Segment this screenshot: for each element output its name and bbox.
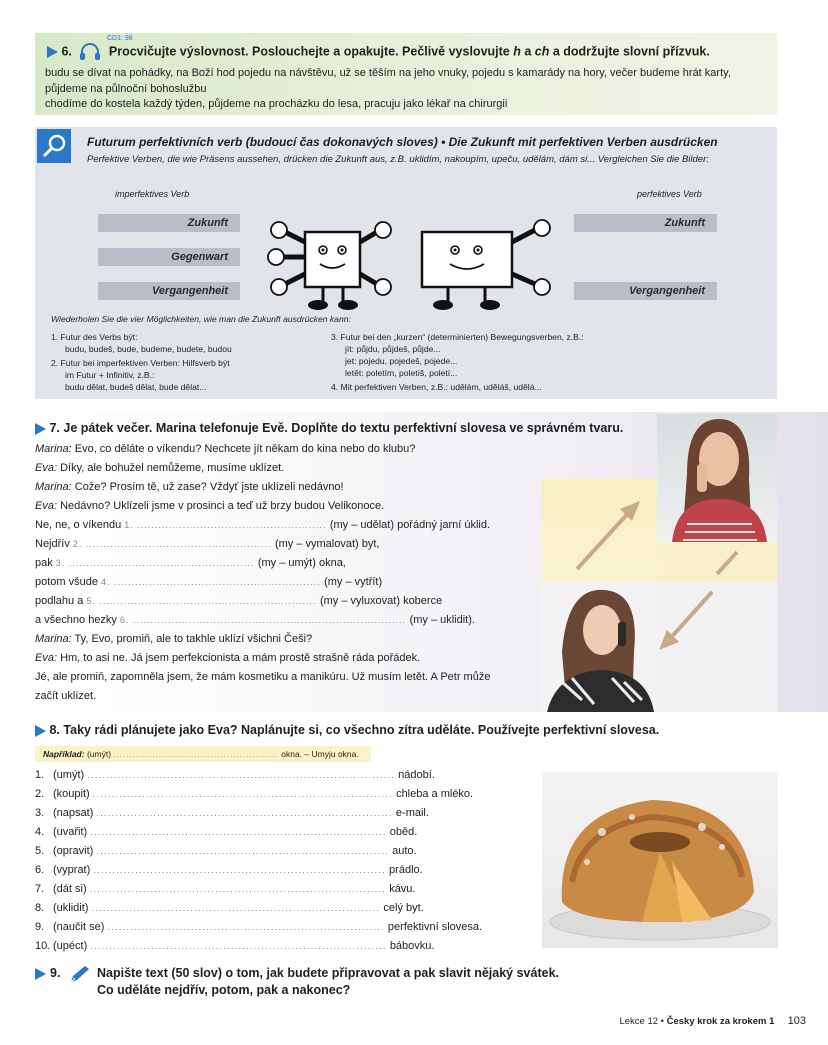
answer-blank[interactable]: ...................................................... — [133, 520, 330, 530]
answer-blank[interactable]: ......................................................................... — [107, 922, 385, 932]
answer-blank[interactable]: ............................................................................. — [93, 865, 386, 875]
page-footer — [619, 1015, 806, 1027]
point-2-heading: 2. Futur bei imperfektiven Verben: Hilfsverb být — [51, 358, 230, 368]
dialogue-line: Jé, ale promiň, zapomněla jsem, že mám kosmetiku a manikúru. Už musím letět. A Petr může — [35, 671, 491, 683]
answer-blank[interactable]: .............................................................................. — [90, 827, 387, 837]
dialogue-line: Marina: Evo, co děláte o víkendu? Nechcete jít někam do kina nebo do klubu? — [35, 443, 416, 455]
bar-future-right: Zukunft — [574, 214, 717, 232]
pronunciation-line-3: chodíme do kostela každý týden, půjdeme na procházku do lesa, pracuju jako lékař na chirurgii — [45, 98, 508, 110]
list-item: 5. (opravit) ............................................................................. auto. — [35, 845, 417, 857]
exercise-9-line-1: Napište text (50 slov) o tom, jak budete připravovat a pak slavit nějaký svátek. — [97, 966, 559, 980]
list-item: 6. (vyprat) ............................................................................. prádlo. — [35, 864, 423, 876]
exercise-7-heading — [35, 421, 623, 435]
list-item: 9. (naučit se) ......................................................................... perfektivní slovesa. — [35, 921, 483, 933]
list-item: 2. (koupit) ............................................................................... chleba a mléko. — [35, 788, 474, 800]
headphones-icon — [79, 43, 101, 61]
dialogue-line: Marina: Ty, Evo, promiň, ale to takhle uklízí všichni Češi? — [35, 633, 313, 645]
point-3-jet: jet: pojedu, pojedeš, pojede... — [345, 356, 458, 366]
page-number: 103 — [787, 1015, 806, 1027]
pen-icon — [69, 964, 91, 984]
perfective-label: perfektives Verb — [637, 189, 702, 199]
exercise-arrow-icon — [35, 423, 46, 435]
pronunciation-line-2: půjdeme na půlnoční bohoslužbu — [45, 83, 207, 95]
exercise-9-line-2: Co uděláte nejdřív, potom, pak a nakonec? — [97, 983, 351, 997]
point-3-letet: letět: poletím, poletíš, poletí... — [345, 368, 458, 378]
exercise-number: 6. — [61, 44, 72, 59]
point-2-heading-cont: im Futur + Infinitiv, z.B.: — [65, 370, 155, 380]
exercise-number: 9. — [50, 966, 61, 980]
photo-marina — [657, 414, 777, 542]
gap-number: 5. — [86, 596, 96, 606]
answer-blank[interactable]: ..................................................... — [65, 558, 258, 568]
list-item: 8. (uklidit) ............................................................................ celý byt. — [35, 902, 424, 914]
grammar-box — [35, 127, 777, 399]
list-item: 10. (upéct) .............................................................................. bábovku. — [35, 940, 435, 952]
answer-blank[interactable]: .............................................................................. — [89, 884, 387, 894]
answer-blank[interactable]: ........................................................... — [110, 577, 325, 587]
book-title: Česky krok za krokem 1 — [666, 1016, 775, 1027]
point-1-forms: budu, budeš, bude, budeme, budete, budou — [65, 344, 232, 354]
example-label: Například: — [43, 749, 85, 759]
cartoon-imperfective-figure — [265, 212, 400, 312]
bar-past-right: Vergangenheit — [574, 282, 717, 300]
point-4-heading: 4. Mit perfektiven Verben, z.B.: udělám, uděláš, udělá... — [331, 382, 542, 392]
bar-future-left: Zukunft — [98, 214, 240, 232]
point-3-heading: 3. Futur bei den „kurzen“ (determinierten) Bewegungsverben, z.B.: — [331, 332, 584, 342]
magnifier-icon — [37, 129, 71, 163]
lesson-label: Lekce 12 • — [619, 1016, 667, 1027]
list-item: 4. (uvařit) .............................................................................. oběd. — [35, 826, 418, 838]
exercise-7-box — [35, 412, 828, 712]
cd-track-label: CD1: 98 — [107, 35, 133, 42]
answer-blank[interactable]: ............................................................................ — [91, 903, 381, 913]
gap-number: 3. — [55, 558, 66, 568]
gap-number: 4. — [101, 577, 111, 587]
exercise-arrow-icon — [47, 46, 58, 58]
gap-number: 2. — [72, 539, 83, 549]
gap-number: 6. — [120, 615, 130, 625]
exercise-6-heading — [47, 43, 710, 61]
gap-number: 1. — [124, 520, 134, 530]
bar-past-left: Vergangenheit — [98, 282, 240, 300]
arrow-panel-right — [657, 542, 777, 582]
imperfective-label: imperfektives Verb — [115, 189, 190, 199]
dialogue-line: začít uklízet. — [35, 690, 97, 702]
list-item: 7. (dát si) .............................................................................. kávu. — [35, 883, 416, 895]
gap-line-3: pak 3. ..................................................... (my – umýt) okna, — [35, 557, 346, 569]
exercise-9 — [35, 966, 735, 1006]
photo-eva — [542, 582, 657, 712]
dialogue-line: Marina: Cože? Prosím tě, už zase? Vždyť jste uklízeli nedávno! — [35, 481, 344, 493]
answer-blank[interactable]: .............................................................................. — [90, 941, 387, 951]
grammar-subtitle: Perfektive Verben, die wie Präsens aussehen, drücken die Zukunft aus, z.B. uklidím, nakoupím, upeču, udělám, dám si... Vergleichen Sie die Bilder: — [87, 154, 709, 165]
list-item: 1. (umýt) ................................................................................. nádobí. — [35, 769, 435, 781]
bar-present-left: Gegenwart — [98, 248, 240, 266]
dialogue-line: Eva: Díky, ale bohužel nemůžeme, musíme uklízet. — [35, 462, 285, 474]
gap-line-4: potom všude 4. ........................................................... (my – vytřít) — [35, 576, 383, 588]
answer-blank[interactable]: ............................................................................. — [96, 846, 390, 856]
answer-blank[interactable]: ............................................................................... — [92, 789, 393, 799]
repeat-instruction: Wiederholen Sie die vier Möglichkeiten, wie man die Zukunft ausdrücken kann: — [51, 314, 351, 324]
gap-line-1: Ne, ne, o víkendu 1. ...................................................... (my – udělat) pořádný jarní úklid. — [35, 519, 491, 531]
point-3-jit: jít: půjdu, půjdeš, půjde... — [345, 344, 441, 354]
point-2-forms: budu dělat, budeš dělat, bude dělat... — [65, 382, 207, 392]
cartoon-perfective-figure — [410, 212, 560, 312]
gap-line-2: Nejdřív 2. ..................................................... (my – vymalovat) byt, — [35, 538, 380, 550]
dialogue-line: Eva: Hm, to asi ne. Já jsem perfekcionista a mám prostě strašně ráda pořádek. — [35, 652, 421, 664]
answer-blank[interactable]: ..................................................... — [82, 539, 275, 549]
answer-blank[interactable]: ................................................................................. — [87, 770, 396, 780]
dialogue-line: Eva: Nedávno? Uklízeli jsme v prosinci a teď už brzy budou Velikonoce. — [35, 500, 385, 512]
answer-blank[interactable]: .............................................................. — [95, 596, 320, 606]
exercise-arrow-icon — [35, 968, 46, 980]
example-box: Například: (umýt) ................................................... okna. – Umyju okna. — [35, 746, 371, 762]
grammar-title: Futurum perfektivních verb (budoucí čas dokonavých sloves) • Die Zukunft mit perfektiven Verben ausdrücken — [87, 135, 718, 149]
gap-line-6: a všechno hezky 6. .............................................................................. (my – uklidit). — [35, 614, 475, 626]
gap-line-5: podlahu a 5. .............................................................. (my – vyluxovat) koberce — [35, 595, 443, 607]
photo-bundt-cake — [542, 772, 778, 948]
exercise-number: 8. — [49, 723, 60, 737]
answer-blank[interactable]: .............................................................................. — [129, 615, 410, 625]
arrow-panel-bottom — [657, 582, 777, 712]
exercise-number: 7. — [49, 421, 60, 435]
exercise-7-title: Je pátek večer. Marina telefonuje Evě. Doplňte do textu perfektivní slovesa ve správném tvaru. — [63, 421, 624, 435]
point-1-heading: 1. Futur des Verbs být: — [51, 332, 138, 342]
exercise-6-box — [35, 33, 777, 115]
exercise-arrow-icon — [35, 725, 46, 737]
answer-blank[interactable]: .............................................................................. — [96, 808, 393, 818]
exercise-8-title: Taky rádi plánujete jako Eva? Naplánujte si, co všechno zítra uděláte. Používejte perfektivní slovesa. — [63, 723, 660, 737]
exercise-6-instruction: Procvičujte výslovnost. Poslouchejte a opakujte. Pečlivě vyslovujte h a ch a dodržujte slovní přízvuk. — [108, 44, 710, 59]
list-item: 3. (napsat) .............................................................................. e-mail. — [35, 807, 429, 819]
pronunciation-line-1: budu se dívat na pohádky, na Boží hod pojedu na návštěvu, už se těším na jeho vnuky, pojedu s kamarády na hory, večer budeme hrát karty, — [45, 67, 731, 79]
exercise-8-heading — [35, 723, 659, 737]
